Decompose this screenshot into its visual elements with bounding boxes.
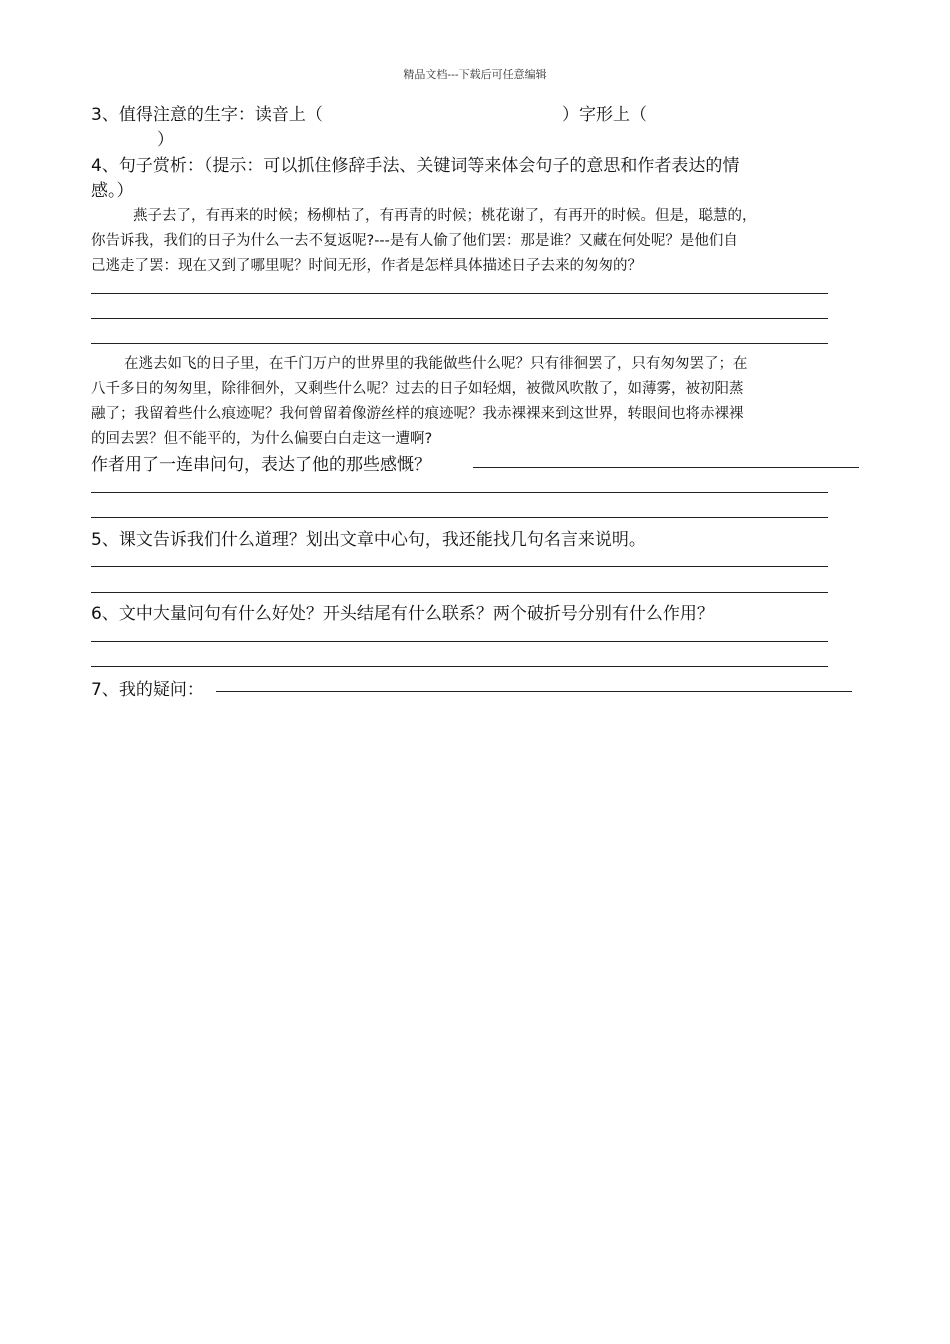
answer-line[interactable] [473, 467, 859, 468]
passage2-line: 的回去罢？但不能平的，为什么偏要白白走这一遭啊? [91, 431, 433, 447]
q4-title-line1: 4、句子赏析：（提示：可以抓住修辞手法、关键词等来体会句子的意思和作者表达的情 [91, 156, 740, 176]
answer-line[interactable] [91, 517, 828, 518]
q4-title-line2: 感。） [91, 181, 134, 201]
q3-reading-label: 3、值得注意的生字：读音上（ [91, 105, 323, 125]
answer-line[interactable] [216, 691, 852, 692]
q6-question: 6、文中大量问句有什么好处？开头结尾有什么联系？两个破折号分别有什么作用？ [91, 604, 714, 624]
answer-line[interactable] [91, 293, 828, 294]
passage2-line: 八千多日的匆匆里，除徘徊外，又剩些什么呢？过去的日子如轻烟，被微风吹散了，如薄雾，被初阳蒸 [91, 381, 744, 397]
answer-line[interactable] [91, 592, 828, 593]
passage1-line: 你告诉我，我们的日子为什么一去不复返呢?---是有人偷了他们罢：那是谁？又藏在何处呢？是他们自 [91, 233, 738, 249]
q4-question2: 作者用了一连串问句，表达了他的那些感慨？ [91, 455, 431, 475]
answer-line[interactable] [91, 566, 828, 567]
passage1-line: 燕子去了，有再来的时候；杨柳枯了，有再青的时候；桃花谢了，有再开的时候。但是，聪慧的， [133, 208, 757, 224]
q7-label: 7、我的疑问： [91, 680, 204, 700]
q3-close-paren: ） [157, 130, 174, 150]
passage1-line: 己逃走了罢：现在又到了哪里呢？时间无形，作者是怎样具体描述日子去来的匆匆的？ [91, 258, 642, 274]
q5-question: 5、课文告诉我们什么道理？划出文章中心句，我还能找几句名言来说明。 [91, 530, 646, 550]
answer-line[interactable] [91, 641, 828, 642]
passage2-line: 融了；我留着些什么痕迹呢？我何曾留着像游丝样的痕迹呢？我赤裸裸来到这世界，转眼间也将赤裸裸 [91, 406, 744, 422]
page-header: 精品文档---下载后可任意编辑 [403, 68, 547, 81]
passage2-line: 在逃去如飞的日子里，在千门万户的世界里的我能做些什么呢？只有徘徊罢了，只有匆匆罢了；在 [124, 356, 748, 372]
answer-line[interactable] [91, 666, 828, 667]
answer-line[interactable] [91, 318, 828, 319]
answer-line[interactable] [91, 343, 828, 344]
q3-writing-label: ）字形上（ [562, 105, 647, 125]
answer-line[interactable] [91, 492, 828, 493]
